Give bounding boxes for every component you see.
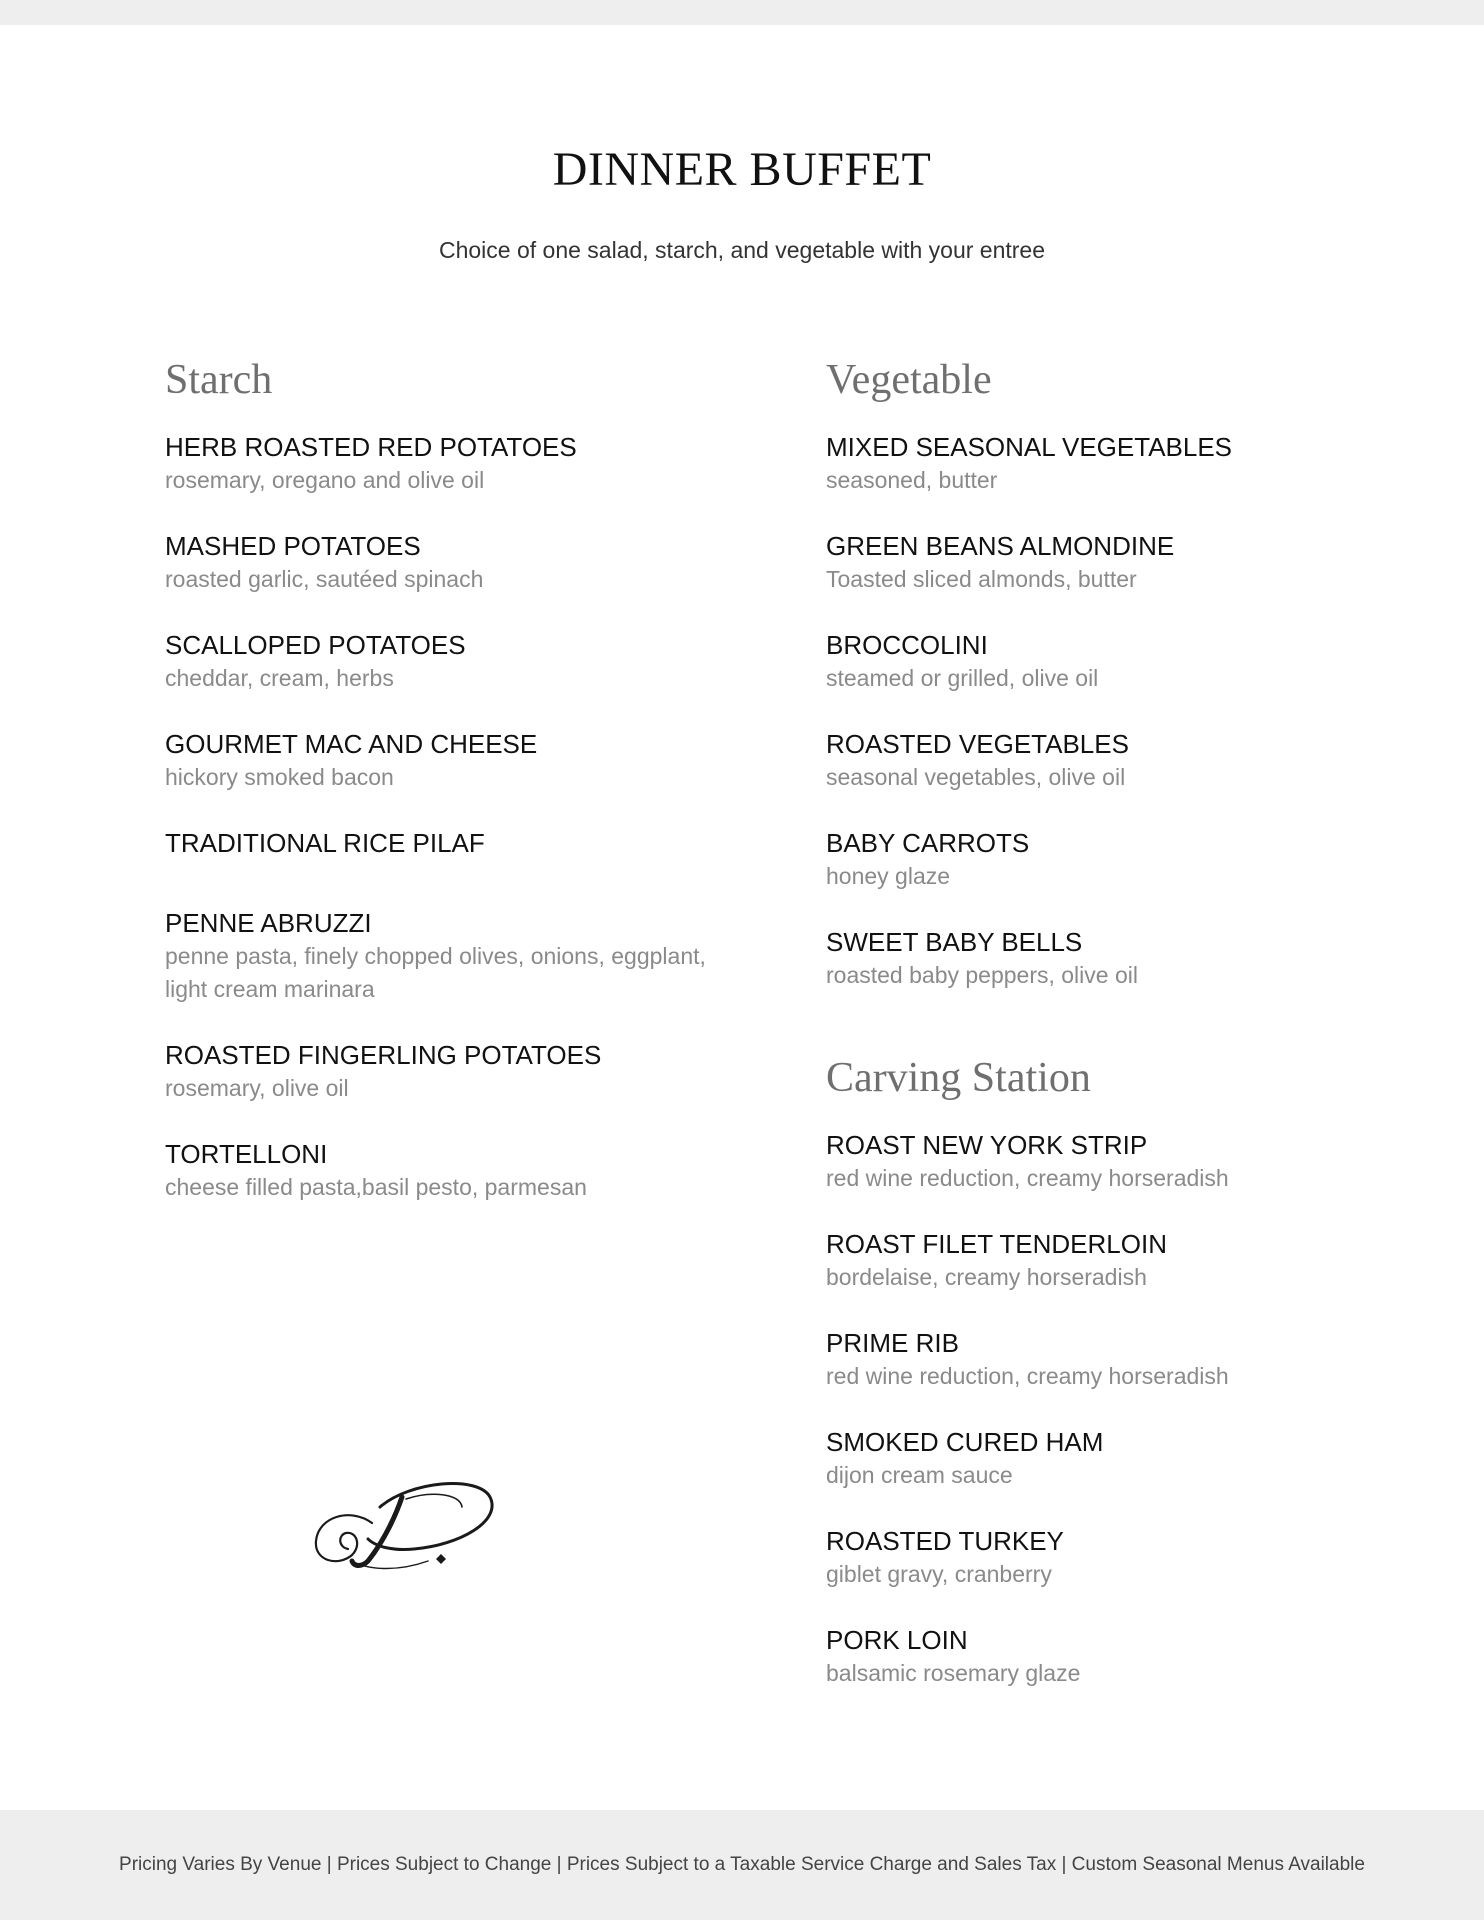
- menu-item: [826, 925, 1386, 992]
- item-name: ROASTED FINGERLING POTATOES: [165, 1040, 602, 1070]
- item-description: honey glaze: [826, 863, 951, 889]
- item-name: GREEN BEANS ALMONDINE: [826, 531, 1175, 561]
- item-name: ROAST NEW YORK STRIP: [826, 1130, 1148, 1160]
- menu-item: [826, 1326, 1386, 1393]
- item-description: cheese filled pasta,basil pesto, parmesan: [165, 1174, 587, 1200]
- footer-bar: [0, 1810, 1484, 1920]
- item-description: seasoned, butter: [826, 467, 998, 493]
- menu-item: [826, 1425, 1386, 1492]
- item-name: TRADITIONAL RICE PILAF: [165, 828, 485, 858]
- item-description: roasted baby peppers, olive oil: [826, 962, 1138, 988]
- item-description: balsamic rosemary glaze: [826, 1660, 1081, 1686]
- item-name: BROCCOLINI: [826, 630, 988, 660]
- item-description: hickory smoked bacon: [165, 764, 394, 790]
- menu-item: [165, 826, 725, 860]
- menu-item: [165, 1137, 725, 1204]
- menu-item: [826, 1128, 1386, 1195]
- item-name: MASHED POTATOES: [165, 531, 421, 561]
- item-description: penne pasta, finely chopped olives, onions, eggplant, light cream marinara: [165, 943, 706, 1002]
- starch-column: [165, 350, 725, 1236]
- item-description: steamed or grilled, olive oil: [826, 665, 1099, 691]
- item-name: SCALLOPED POTATOES: [165, 630, 466, 660]
- menu-item: [826, 628, 1386, 695]
- item-name: TORTELLONI: [165, 1139, 328, 1169]
- menu-item: [165, 628, 725, 695]
- menu-item: [826, 1524, 1386, 1591]
- item-description: dijon cream sauce: [826, 1462, 1013, 1488]
- item-name: SWEET BABY BELLS: [826, 927, 1083, 957]
- menu-item: [826, 430, 1386, 497]
- menu-item: [165, 430, 725, 497]
- carving-heading: Carving Station: [826, 1055, 1091, 1101]
- item-description: cheddar, cream, herbs: [165, 665, 394, 691]
- item-name: PORK LOIN: [826, 1625, 968, 1655]
- menu-item: [165, 727, 725, 794]
- item-name: HERB ROASTED RED POTATOES: [165, 432, 577, 462]
- script-p-monogram-icon: [310, 1475, 505, 1575]
- starch-heading: Starch: [165, 357, 273, 403]
- item-name: PENNE ABRUZZI: [165, 908, 372, 938]
- menu-item: [826, 826, 1386, 893]
- item-name: ROAST FILET TENDERLOIN: [826, 1229, 1167, 1259]
- item-description: roasted garlic, sautéed spinach: [165, 566, 484, 592]
- item-name: SMOKED CURED HAM: [826, 1427, 1104, 1457]
- footer-text: Pricing Varies By Venue | Prices Subject to Change | Prices Subject to a Taxable Service Charge and Sales Tax | Custom Seasonal Menus Available: [119, 1854, 1365, 1875]
- item-description: rosemary, oregano and olive oil: [165, 467, 485, 493]
- menu-item: [826, 1623, 1386, 1690]
- menu-item: [165, 906, 725, 1006]
- menu-item: [826, 529, 1386, 596]
- top-bar: [0, 0, 1484, 25]
- item-name: PRIME RIB: [826, 1328, 959, 1358]
- page-subtitle: Choice of one salad, starch, and vegetable with your entree: [438, 237, 1046, 263]
- item-description: seasonal vegetables, olive oil: [826, 764, 1126, 790]
- item-name: GOURMET MAC AND CHEESE: [165, 729, 538, 759]
- item-description: rosemary, olive oil: [165, 1075, 349, 1101]
- page-title: DINNER BUFFET: [552, 143, 932, 196]
- item-name: MIXED SEASONAL VEGETABLES: [826, 432, 1233, 462]
- item-description: bordelaise, creamy horseradish: [826, 1264, 1147, 1290]
- item-description: giblet gravy, cranberry: [826, 1561, 1052, 1587]
- menu-item: [826, 727, 1386, 794]
- item-description: red wine reduction, creamy horseradish: [826, 1363, 1229, 1389]
- item-name: BABY CARROTS: [826, 828, 1030, 858]
- menu-item: [165, 1038, 725, 1105]
- menu-item: [826, 1227, 1386, 1294]
- menu-item: [165, 529, 725, 596]
- section-gap: [826, 1024, 1386, 1048]
- vegetable-column: [826, 350, 1386, 1722]
- vegetable-heading: Vegetable: [826, 357, 992, 403]
- item-name: ROASTED VEGETABLES: [826, 729, 1129, 759]
- item-name: ROASTED TURKEY: [826, 1526, 1064, 1556]
- item-description: Toasted sliced almonds, butter: [826, 566, 1137, 592]
- item-description: red wine reduction, creamy horseradish: [826, 1165, 1229, 1191]
